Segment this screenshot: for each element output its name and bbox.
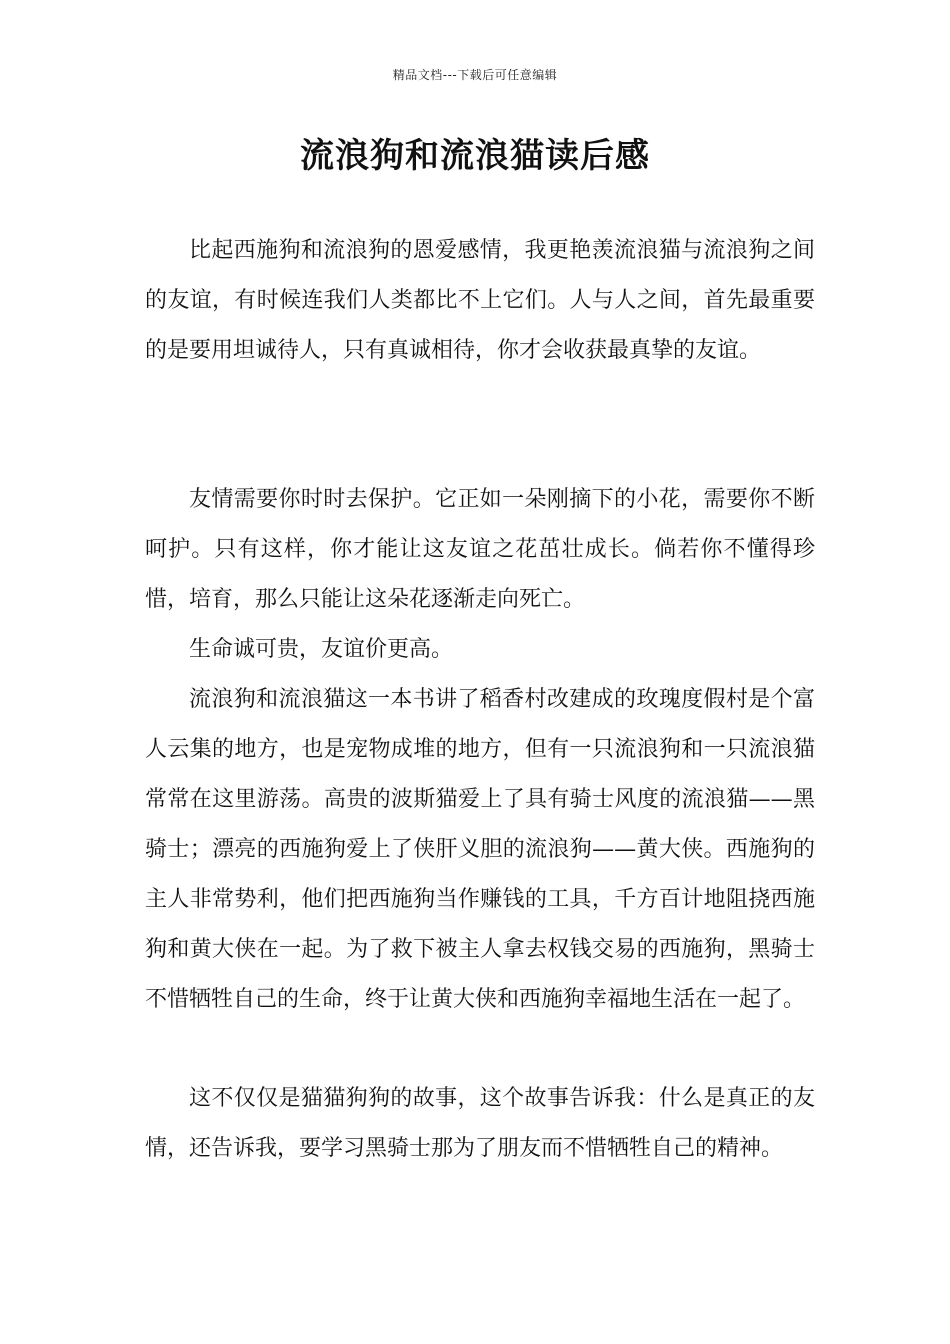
document-title: 流浪狗和流浪猫读后感 xyxy=(300,136,650,176)
paragraph-2: 友情需要你时时去保护。它正如一朵刚摘下的小花，需要你不断呵护。只有这样，你才能让这友谊之花茁壮成长。倘若你不懂得珍惜，培育，那么只能让这朵花逐渐走向死亡。 xyxy=(145,487,815,612)
paragraph-1: 比起西施狗和流浪狗的恩爱感情，我更艳羡流浪猫与流浪狗之间的友谊，有时候连我们人类都比不上它们。人与人之间，首先最重要的是要用坦诚待人，只有真诚相待，你才会收获最真挚的友谊。 xyxy=(145,238,815,363)
paragraph-5: 这不仅仅是猫猫狗狗的故事，这个故事告诉我：什么是真正的友情，还告诉我，要学习黑骑士那为了朋友而不惜牺牲自己的精神。 xyxy=(145,1086,815,1161)
header-note: 精品文档---下载后可任意编辑 xyxy=(392,68,558,82)
paragraph-3: 生命诚可贵，友谊价更高。 xyxy=(189,637,454,662)
paragraph-4: 流浪狗和流浪猫这一本书讲了稻香村改建成的玫瑰度假村是个富人云集的地方，也是宠物成堆的地方，但有一只流浪狗和一只流浪猫常常在这里游荡。高贵的波斯猫爱上了具有骑士风度的流浪猫——黑骑士；漂亮的西施狗爱上了侠肝义胆的流浪狗——黄大侠。西施狗的主人非常势利，他们把西施狗当作赚钱的工具，千方百计地阻挠西施狗和黄大侠在一起。为了救下被主人拿去权钱交易的西施狗，黑骑士不惜牺牲自己的生命，终于让黄大侠和西施狗幸福地生活在一起了。 xyxy=(145,687,815,1012)
